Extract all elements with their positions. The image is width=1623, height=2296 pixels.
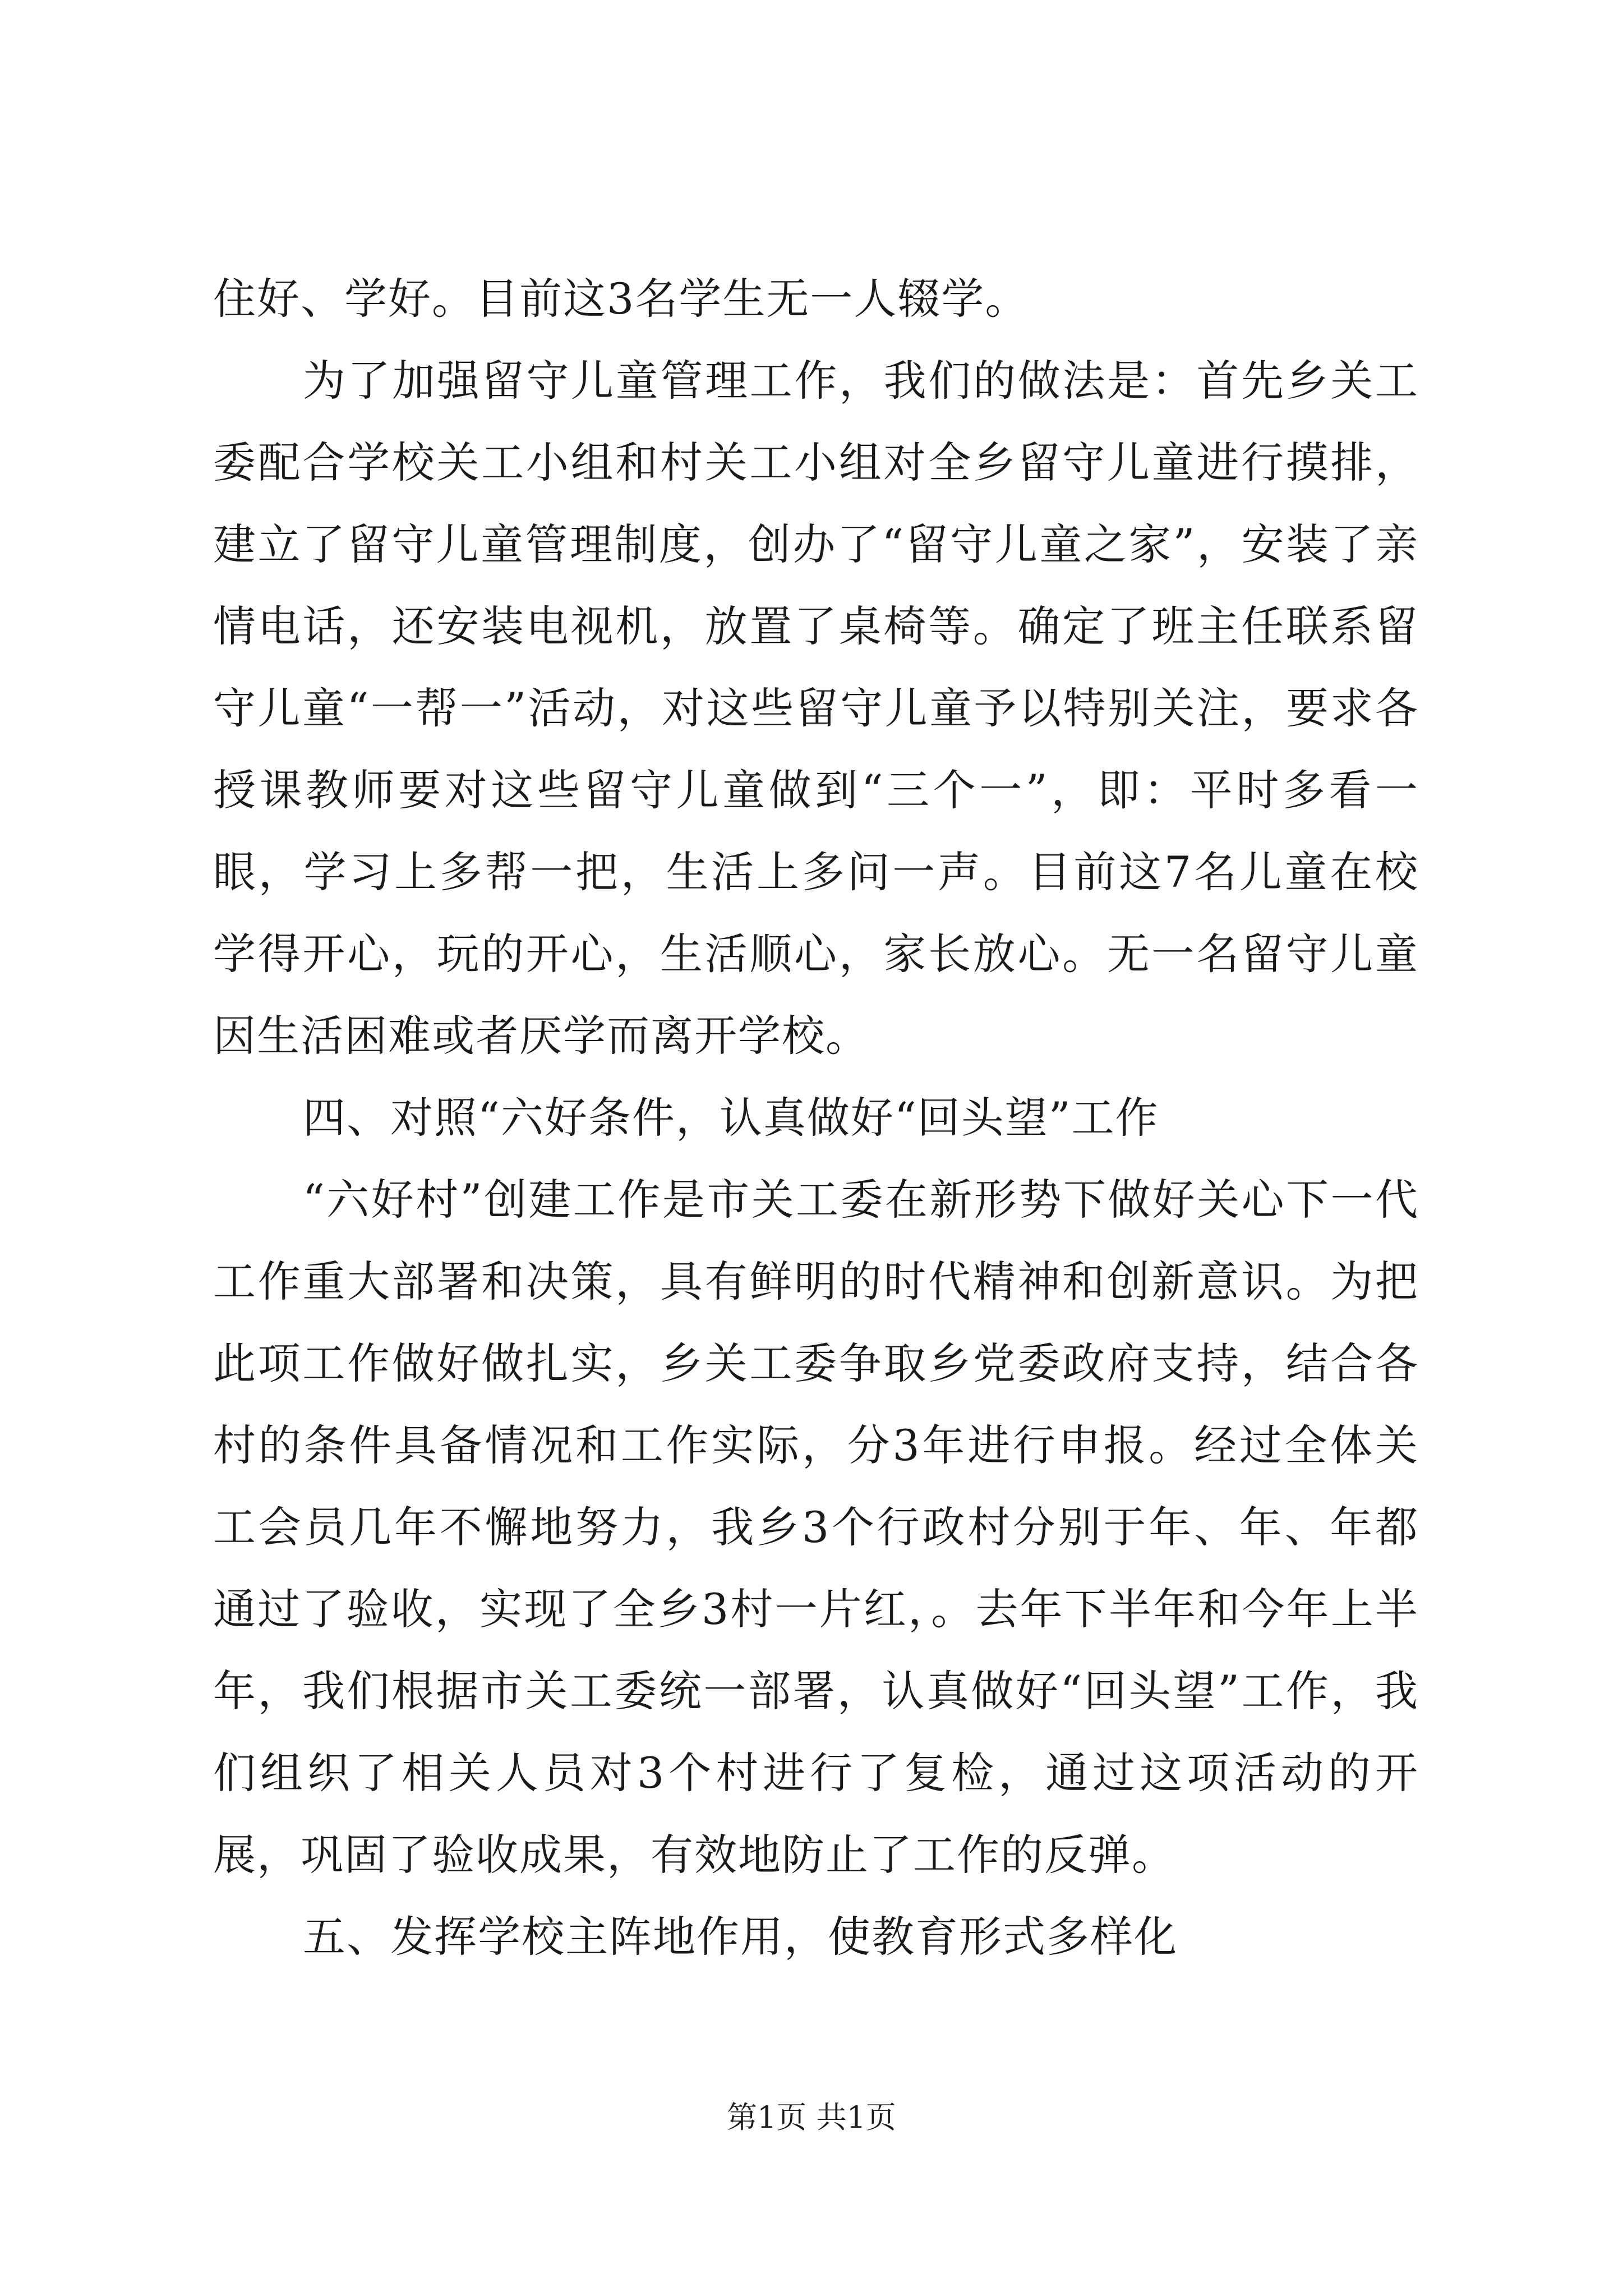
page-footer: 第1页 共1页 [727, 2100, 896, 2135]
section-heading-four: 四、对照“六好条件，认真做好“回头望”工作 [303, 1093, 1159, 1143]
paragraph-six-good-villages: “六好村”创建工作是市关工委在新形势下做好关心下一代工作重大部署和决策，具有鲜明的时代精神和创新意识。为把此项工作做好做扎实，乡关工委争取乡党委政府支持，结合各村的条件具备情况和工作实际，分3年进行申报。经过全体关工会员几年不懈地努力，我乡3个行政村分别于年、年、年都通过了验收，实现了全乡3村一片红，。去年下半年和今年上半年，我们根据市关工委统一部署，认真做好“回头望”工作，我们组织了相关人员对3个村进行了复检，通过这项活动的开展，巩固了验收成果，有效地防止了工作的反弹。 [213, 1175, 1419, 1880]
section-heading-five: 五、发挥学校主阵地作用，使教育形式多样化 [303, 1912, 1178, 1962]
document-body [213, 258, 1419, 1978]
paragraph-continuation: 住好、学好。目前这3名学生无一人辍学。 [213, 274, 1029, 324]
paragraph-left-behind-children: 为了加强留守儿童管理工作，我们的做法是：首先乡关工委配合学校关工小组和村关工小组对全乡留守儿童进行摸排，建立了留守儿童管理制度，创办了“留守儿童之家”，安装了亲情电话，还安装电视机，放置了桌椅等。确定了班主任联系留守儿童“一帮一”活动，对这些留守儿童予以特别关注，要求各授课教师要对这些留守儿童做到“三个一”，即：平时多看一眼，学习上多帮一把，生活上多问一声。目前这7名儿童在校学得开心，玩的开心，生活顺心，家长放心。无一名留守儿童因生活困难或者厌学而离开学校。 [213, 356, 1419, 1061]
